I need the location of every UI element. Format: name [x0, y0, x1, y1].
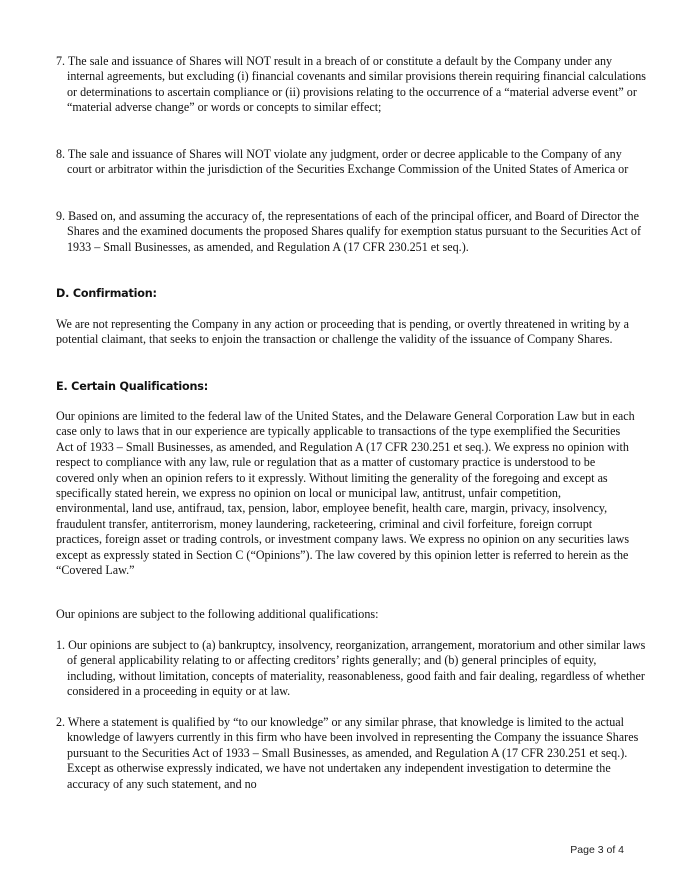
section-e-body: Our opinions are limited to the federal law of the United States, and the Delaware General Corporation Law but in each case only to laws that in our experience are typically applicable to transactions of the type exemplified the Securities Act of 1933 – Small Businesses, as amended, and Regulation A (17 CFR 230.251 et seq.). We express no opinion with respect to compliance with any law, rule or regulation that as a matter of customary practice is understood to be covered only when an opinion refers to it expressly. Without limiting the generality of the foregoing and except as specifically stated herein, we express no opinion on local or municipal law, antitrust, unfair competition, environmental, land use, antifraud, tax, pension, labor, employee benefit, health care, margin, privacy, insolvency, fraudulent transfer, antiterrorism, money laundering, racketeering, criminal and civil forfeiture, foreign corrupt practices, foreign asset or trading controls, or investment company laws. We express no opinion on any securities laws except as expressly stated in Section C (“Opinions”). The law covered by this opinion letter is referred to herein as the “Covered Law.” [56, 409, 635, 578]
qualifications-intro: Our opinions are subject to the following additional qualifications: [56, 607, 379, 621]
list-item-8: 8. The sale and issuance of Shares will NOT violate any judgment, order or decree applicable to the Company of any court or arbitrator within the jurisdiction of the Securities Exchange Commission of the United States of America or [56, 147, 629, 177]
section-d-body: We are not representing the Company in any action or proceeding that is pending, or overtly threatened in writing by a potential claimant, that seeks to enjoin the transaction or challenge the validity of the issuance of Company Shares. [56, 317, 629, 347]
list-item-9: 9. Based on, and assuming the accuracy of, the representations of each of the principal officer, and Board of Director the Shares and the examined documents the proposed Shares qualify for exemption status pursuant to the Securities Act of 1933 – Small Businesses, as amended, and Regulation A (17 CFR 230.251 et seq.). [56, 209, 641, 254]
qualification-item-2: 2. Where a statement is qualified by “to our knowledge” or any similar phrase, that knowledge is limited to the actual knowledge of lawyers currently in this firm who have been involved in representing the Company the issuance Shares pursuant to the Securities Act of 1933 – Small Businesses, as amended, and Regulation A (17 CFR 230.251 et seq.). Except as otherwise expressly indicated, we have not undertaken any independent investigation to determine the accuracy of any such statement, and no [56, 715, 639, 791]
page-number: Page 3 of 4 [570, 844, 624, 856]
qualification-item-1: 1. Our opinions are subject to (a) bankruptcy, insolvency, reorganization, arrangement, moratorium and other similar laws of general applicability relating to or affecting creditors’ rights generally; and (b) general principles of equity, including, without limitation, concepts of materiality, reasonableness, good faith and fair dealing, regardless of whether considered in a proceeding in equity or at law. [56, 638, 646, 699]
section-e-heading: E. Certain Qualifications: [56, 380, 209, 393]
section-d-heading: D. Confirmation: [56, 287, 157, 300]
list-item-7: 7. The sale and issuance of Shares will NOT result in a breach of or constitute a default by the Company under any internal agreements, but excluding (i) financial covenants and similar provisions therein requiring financial calculations or determinations to ascertain compliance or (ii) provisions relating to the occurrence of a “material adverse event” or “material adverse change” or words or concepts to similar effect; [56, 54, 646, 115]
